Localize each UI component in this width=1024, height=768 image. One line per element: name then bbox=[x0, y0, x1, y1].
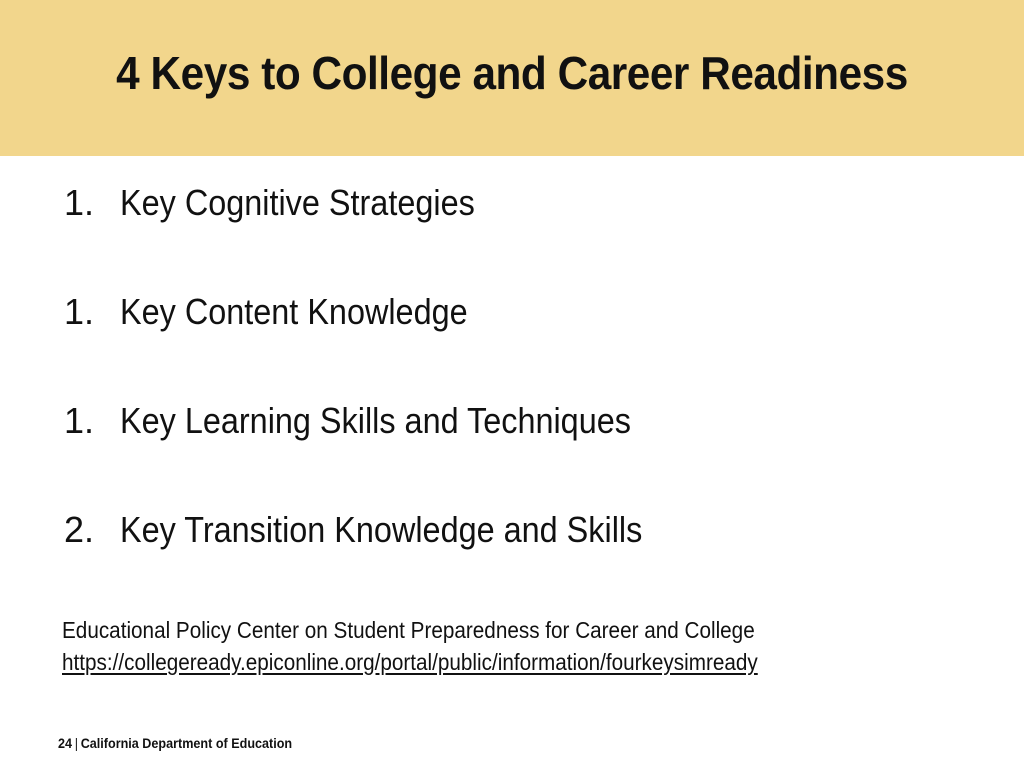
key-item-content-knowledge bbox=[64, 287, 964, 396]
key-item-label: Key Learning Skills and Techniques bbox=[120, 400, 631, 441]
keys-list bbox=[64, 178, 964, 614]
key-item-number: 1. bbox=[64, 182, 95, 223]
source-link[interactable]: https://collegeready.epiconline.org/portal/public/information/fourkeysimready bbox=[62, 649, 758, 675]
slide-title: 4 Keys to College and Career Readiness bbox=[116, 47, 908, 99]
department-name: California Department of Education bbox=[80, 735, 293, 751]
footer-separator: | bbox=[74, 735, 78, 751]
key-item-number: 1. bbox=[64, 400, 95, 441]
key-item-number: 1. bbox=[64, 291, 95, 332]
key-item-label: Key Content Knowledge bbox=[120, 291, 468, 332]
key-item-number: 2. bbox=[64, 509, 95, 550]
key-item-learning-skills bbox=[64, 396, 964, 505]
key-item-transition-knowledge bbox=[64, 505, 964, 614]
source-organization: Educational Policy Center on Student Preparedness for Career and College bbox=[62, 617, 755, 643]
key-item-label: Key Cognitive Strategies bbox=[120, 182, 475, 223]
footer bbox=[58, 734, 292, 752]
source-citation bbox=[62, 614, 982, 678]
page-number: 24 bbox=[58, 735, 73, 751]
key-item-label: Key Transition Knowledge and Skills bbox=[120, 509, 643, 550]
key-item-cognitive-strategies bbox=[64, 178, 964, 287]
